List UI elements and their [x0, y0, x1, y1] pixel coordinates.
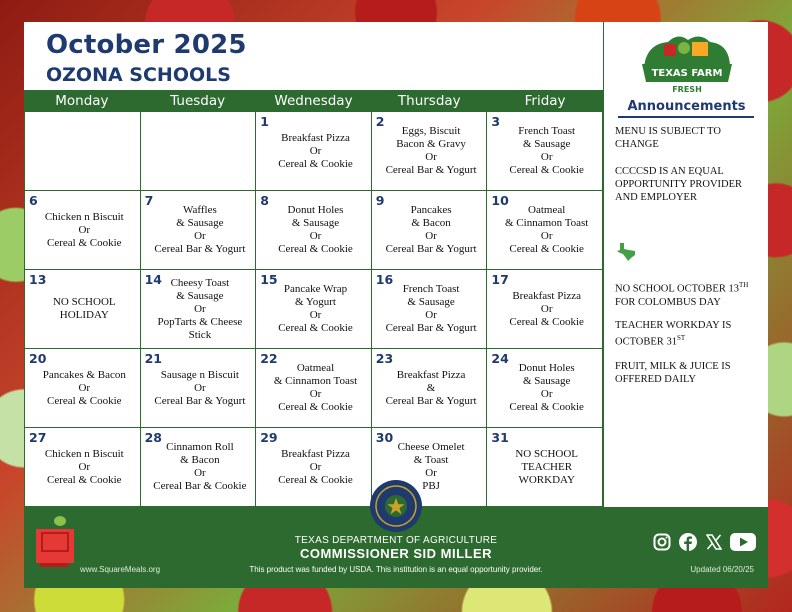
logo-text-line1: TEXAS FARM: [651, 68, 723, 79]
menu-items: French Toast & Sausage Or Cereal & Cookie: [509, 125, 584, 176]
menu-items: Sausage n Biscuit Or Cereal Bar & Yogurt: [154, 368, 246, 407]
day-number: 9: [375, 193, 385, 208]
funding-statement: This product was funded by USDA. This institution is an equal opportunity provider.: [249, 565, 543, 574]
calendar-day-cell: [256, 112, 372, 191]
menu-items: Breakfast Pizza Or Cereal & Cookie: [278, 447, 353, 486]
x-icon[interactable]: [704, 532, 724, 552]
menu-items: Cheesy Toast & Sausage Or PopTarts & Cheese Stick: [157, 276, 243, 341]
calendar-day-cell: [256, 191, 372, 270]
menu-items: Chicken n Biscuit Or Cereal & Cookie: [44, 210, 124, 249]
instagram-icon[interactable]: [652, 532, 672, 552]
logo-text-line2: FRESH: [672, 85, 702, 94]
calendar-day-cell: [25, 191, 141, 270]
calendar-grid: [24, 112, 603, 507]
day-number: 10: [491, 193, 509, 208]
texas-map-icon: [615, 242, 637, 262]
day-number: 28: [144, 430, 162, 445]
menu-items: Breakfast Pizza & Cereal Bar & Yogurt: [385, 368, 477, 407]
announcement-columbus-day-tail: FOR COLOMBUS DAY: [615, 296, 721, 308]
day-number: 8: [260, 193, 269, 208]
calendar-day-cell: [25, 428, 141, 507]
weekday-label: Tuesday: [170, 93, 226, 109]
day-number: 15: [260, 272, 278, 287]
facebook-icon[interactable]: [678, 532, 698, 552]
social-links: [652, 532, 756, 552]
announcement-columbus-day-text: NO SCHOOL OCTOBER 13: [615, 283, 739, 295]
day-number: 14: [144, 272, 162, 287]
youtube-icon[interactable]: [730, 532, 756, 552]
calendar-day-cell: [25, 270, 141, 349]
menu-items: Chicken n Biscuit Or Cereal & Cookie: [44, 447, 124, 486]
weekday-label: Thursday: [397, 93, 461, 109]
commissioner-name: COMMISSIONER SID MILLER: [299, 546, 493, 561]
announcements-sidebar: [603, 22, 768, 507]
calendar-day-cell: [141, 270, 257, 349]
menu-items: Eggs, Biscuit Bacon & Gravy Or Cereal Bar & Yogurt: [385, 125, 477, 176]
day-number: 23: [375, 351, 394, 366]
updated-date: Updated 06/20/25: [690, 565, 754, 574]
menu-items: Breakfast Pizza Or Cereal & Cookie: [278, 131, 353, 170]
menu-items: Pancakes & Bacon Or Cereal & Cookie: [42, 368, 126, 407]
calendar-day-cell: [487, 428, 603, 507]
calendar-day-cell: [372, 191, 488, 270]
school-name: OZONA SCHOOLS: [46, 64, 231, 86]
footer-bar: [24, 507, 768, 588]
calendar-day-cell: [256, 428, 372, 507]
announcement-teacher-workday: [615, 319, 765, 349]
day-number: 2: [375, 114, 385, 129]
day-number: 31: [491, 430, 509, 445]
calendar-day-cell: [141, 428, 257, 507]
calendar-day-cell: [141, 349, 257, 428]
announcement-menu-change: MENU IS SUBJECT TO CHANGE: [615, 126, 721, 150]
day-number: 1: [260, 114, 269, 129]
ordinal-suffix: ST: [676, 334, 686, 342]
calendar-sheet: [24, 22, 768, 588]
day-number: 13: [29, 272, 47, 287]
menu-items: Cinnamon Roll & Bacon Or Cereal Bar & Cookie: [153, 441, 247, 492]
day-number: 7: [144, 193, 154, 208]
menu-items: NO SCHOOL TEACHER WORKDAY: [515, 447, 579, 486]
agency-name: TEXAS DEPARTMENT OF AGRICULTURE: [294, 535, 498, 546]
calendar-day-cell: [372, 270, 488, 349]
calendar-day-cell: [487, 112, 603, 191]
day-number: 30: [375, 430, 394, 445]
weekday-header: [24, 90, 603, 112]
announcement-columbus-day: [615, 279, 765, 309]
day-number: 6: [29, 193, 38, 208]
weekday-label: Monday: [55, 93, 109, 109]
page-title: October 2025: [46, 30, 247, 60]
menu-items: Oatmeal & Cinnamon Toast Or Cereal & Cookie: [273, 362, 358, 413]
day-number: 27: [29, 430, 47, 445]
calendar-day-cell: [25, 112, 141, 191]
announcements-underline: [618, 116, 754, 118]
calendar-day-cell: [141, 112, 257, 191]
day-number: 16: [375, 272, 394, 287]
calendar-day-cell: [372, 349, 488, 428]
menu-items: French Toast & Sausage Or Cereal Bar & Yogurt: [385, 283, 477, 334]
menu-items: Breakfast Pizza Or Cereal & Cookie: [509, 289, 584, 328]
day-number: 3: [491, 114, 501, 129]
announcements-title: Announcements: [627, 99, 746, 114]
day-number: 20: [29, 351, 47, 366]
menu-items: Cheese Omelet & Toast Or PBJ: [397, 441, 465, 492]
day-number: 22: [260, 351, 278, 366]
menu-items: Donut Holes & Sausage Or Cereal & Cookie: [278, 204, 353, 255]
day-number: 24: [491, 351, 509, 366]
weekday-label: Wednesday: [274, 93, 353, 109]
announcement-equal-opportunity: CCCCSD IS AN EQUAL OPPORTUNITY PROVIDER AND EMPLOYER: [615, 166, 743, 203]
calendar-day-cell: [372, 112, 488, 191]
menu-items: Waffles & Sausage Or Cereal Bar & Yogurt: [154, 204, 246, 255]
texas-farm-fresh-logo: [638, 30, 736, 98]
calendar-day-cell: [487, 270, 603, 349]
menu-items: Pancakes & Bacon Or Cereal Bar & Yogurt: [385, 204, 477, 255]
calendar-day-cell: [25, 349, 141, 428]
day-number: 21: [144, 351, 162, 366]
calendar-day-cell: [256, 270, 372, 349]
calendar-day-cell: [141, 191, 257, 270]
ordinal-suffix: TH: [738, 281, 749, 289]
announcement-teacher-workday-text: TEACHER WORKDAY IS OCTOBER 31: [615, 320, 732, 348]
calendar-day-cell: [487, 349, 603, 428]
seal-icon: [369, 479, 423, 533]
menu-items: NO SCHOOL HOLIDAY: [52, 296, 116, 321]
calendar-day-cell: [256, 349, 372, 428]
announcement-fruit-milk-juice: FRUIT, MILK & JUICE IS OFFERED DAILY: [615, 361, 731, 385]
day-number: 29: [260, 430, 278, 445]
menu-items: Oatmeal & Cinnamon Toast Or Cereal & Cookie: [505, 204, 589, 255]
weekday-label: Friday: [524, 93, 566, 109]
day-number: 17: [491, 272, 509, 287]
menu-items: Donut Holes & Sausage Or Cereal & Cookie: [509, 362, 584, 413]
menu-items: Pancake Wrap & Yogurt Or Cereal & Cookie: [278, 283, 353, 334]
website-link[interactable]: www.SquareMeals.org: [80, 565, 161, 574]
calendar-day-cell: [487, 191, 603, 270]
